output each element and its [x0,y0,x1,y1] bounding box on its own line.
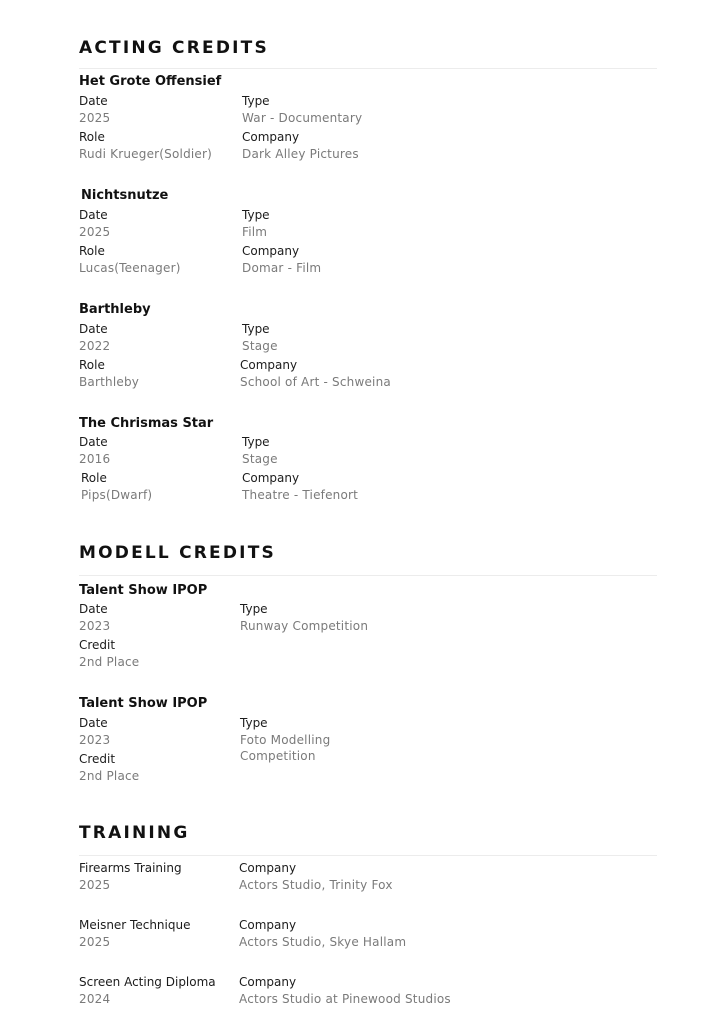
training-year: 2025 [79,935,111,949]
credit-value: 2nd Place [79,769,140,783]
company-value: Actors Studio, Trinity Fox [239,878,393,892]
date-label: Date [79,435,108,449]
credit-value: 2nd Place [79,655,140,669]
training-year: 2025 [79,878,111,892]
acting-credits-divider [79,68,657,69]
credit-title: Barthleby [79,302,151,317]
date-label: Date [79,208,108,222]
type-value: Runway Competition [240,619,369,633]
role-label: Role [81,471,107,485]
credit-title: Nichtsnutze [81,188,169,203]
date-label: Date [79,94,108,108]
credit-title: The Chrismas Star [79,416,214,431]
company-value: Actors Studio, Skye Hallam [239,935,407,949]
type-label: Type [242,435,270,449]
date-value: 2022 [79,339,111,353]
training-name: Meisner Technique [79,918,191,932]
acting-credits-heading: ACTING CREDITS [79,38,269,58]
type-value: Film [242,225,268,239]
company-label: Company [242,471,300,485]
date-value: 2025 [79,225,111,239]
credit-label: Credit [79,752,116,766]
type-value: Stage [242,339,278,353]
company-value: Domar - Film [242,261,322,275]
training-year: 2024 [79,992,111,1006]
role-value: Pips(Dwarf) [81,488,153,502]
date-value: 2025 [79,111,111,125]
training-divider [79,855,657,856]
date-value: 2023 [79,733,111,747]
role-label: Role [79,358,105,372]
company-label: Company [239,861,297,875]
training-name: Firearms Training [79,861,182,875]
company-value: Theatre - Tiefenort [242,488,359,502]
credit-title: Het Grote Offensief [79,74,222,89]
date-label: Date [79,716,108,730]
date-value: 2016 [79,452,111,466]
date-label: Date [79,322,108,336]
credit-title: Talent Show IPOP [79,583,208,598]
modell-credits-heading: MODELL CREDITS [79,543,276,563]
role-value: Barthleby [79,375,140,389]
company-label: Company [239,975,297,989]
type-label: Type [242,94,270,108]
company-value: School of Art - Schweina [240,375,391,389]
training-heading: TRAINING [79,823,190,843]
type-value: War - Documentary [242,111,363,125]
type-value-line2: Competition [240,749,316,763]
role-value: Lucas(Teenager) [79,261,181,275]
modell-credits-divider [79,575,657,576]
company-label: Company [242,244,300,258]
training-name: Screen Acting Diploma [79,975,216,989]
credit-title: Talent Show IPOP [79,696,208,711]
credit-label: Credit [79,638,116,652]
role-label: Role [79,130,105,144]
company-label: Company [240,358,298,372]
company-label: Company [242,130,300,144]
type-label: Type [240,716,268,730]
type-label: Type [242,322,270,336]
type-label: Type [242,208,270,222]
type-label: Type [240,602,268,616]
company-value: Dark Alley Pictures [242,147,359,161]
date-value: 2023 [79,619,111,633]
role-value: Rudi Krueger(Soldier) [79,147,213,161]
date-label: Date [79,602,108,616]
company-value: Actors Studio at Pinewood Studios [239,992,451,1006]
type-value: Stage [242,452,278,466]
company-label: Company [239,918,297,932]
type-value-line1: Foto Modelling [240,733,331,747]
role-label: Role [79,244,105,258]
